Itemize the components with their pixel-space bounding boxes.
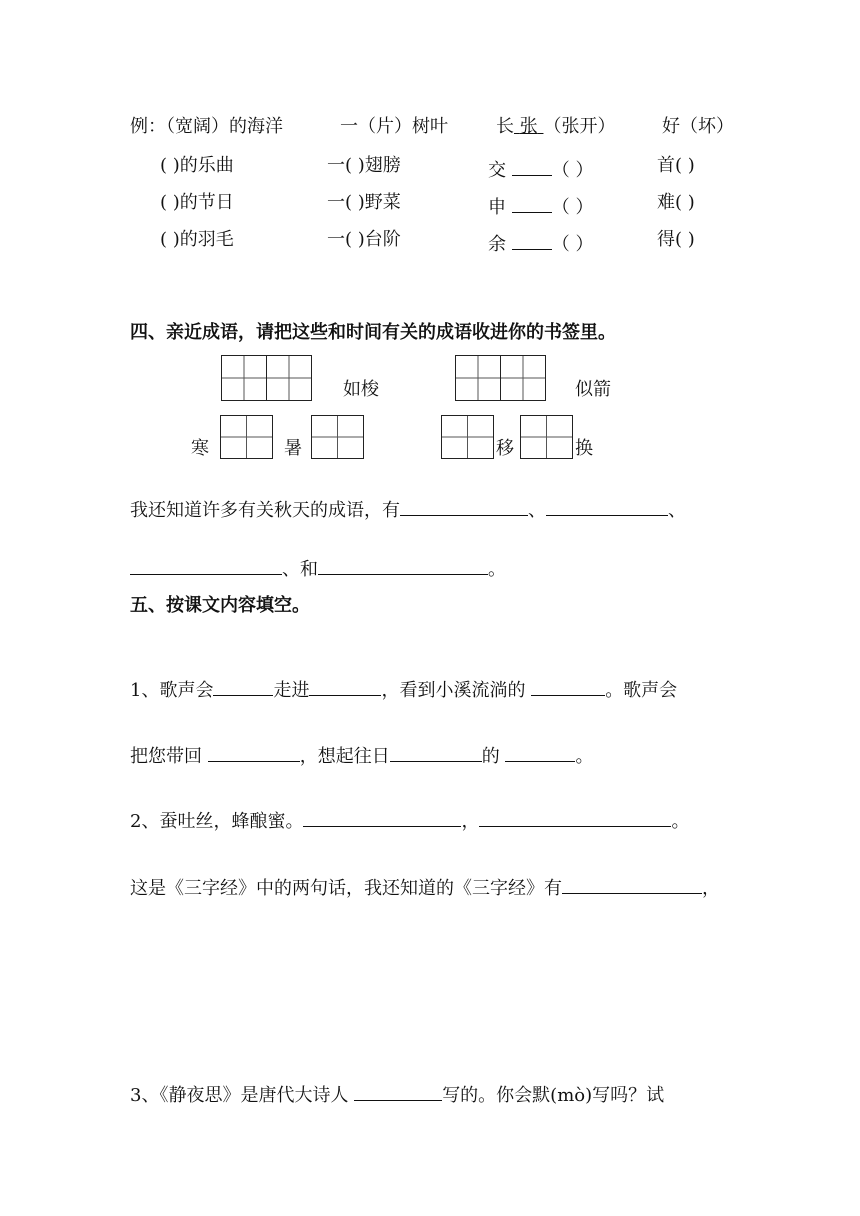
idiom3-char2: 暑 — [284, 438, 302, 459]
example-col3-meaning: （张开） — [543, 116, 616, 137]
q2-blank-2[interactable] — [479, 808, 671, 827]
autumn-blank-4[interactable] — [318, 556, 488, 575]
row1-col1[interactable]: ( )的乐曲 — [160, 155, 234, 176]
row3-col2[interactable]: 一( )台阶 — [327, 229, 401, 250]
idiom3-char1: 寒 — [191, 438, 209, 459]
row2-col1[interactable]: ( )的节日 — [160, 192, 234, 213]
q2-blank-1[interactable] — [303, 808, 461, 827]
autumn-blank-3[interactable] — [130, 556, 282, 575]
autumn-blank-1[interactable] — [400, 497, 528, 516]
autumn-idioms-line2: 、和 。 — [130, 556, 506, 579]
example-col1: 例：（宽阔）的海洋 — [130, 116, 283, 137]
section5-title: 五、按课文内容填空。 — [130, 595, 310, 616]
q1-blank-5[interactable] — [390, 743, 482, 762]
q2-line2: 这是《三字经》中的两句话，我还知道的《三字经》有 ， — [130, 875, 720, 898]
idiom2-box1[interactable] — [455, 355, 501, 401]
q1-line1: 1、歌声会 走进 ，看到小溪流淌的 。歌声会 — [130, 677, 677, 700]
example-col3-char: 长 — [496, 116, 514, 137]
idiom2-box2[interactable] — [500, 355, 546, 401]
example-col3 — [496, 118, 615, 136]
row3-col1[interactable]: ( )的羽毛 — [160, 229, 234, 250]
q1-blank-1[interactable] — [213, 677, 273, 696]
idiom4-box1[interactable] — [441, 415, 494, 459]
idiom3-box1[interactable] — [220, 415, 273, 459]
q2-blank-3[interactable] — [562, 875, 702, 894]
row1-col4[interactable]: 首( ) — [657, 155, 695, 176]
idiom2-suffix: 似箭 — [575, 379, 611, 400]
example-col4: 好（坏） — [662, 116, 734, 137]
row3-col3[interactable]: 余 （ ） — [488, 231, 593, 254]
row2-col4[interactable]: 难( ) — [657, 192, 695, 213]
q3-line1: 3、《静夜思》是唐代大诗人 写的。你会默(mò)写吗？试 — [130, 1082, 664, 1105]
q1-blank-4[interactable] — [208, 743, 300, 762]
row2-col3[interactable]: 申 （ ） — [488, 194, 593, 217]
q3-blank-1[interactable] — [354, 1082, 442, 1101]
idiom1-box2[interactable] — [266, 355, 312, 401]
example-col2: 一（片）树叶 — [340, 116, 448, 137]
row2-col2[interactable]: 一( )野菜 — [327, 192, 401, 213]
q2-line1: 2、蚕吐丝，蜂酿蜜。 ， 。 — [130, 808, 689, 831]
example-col3-answer: 张 — [519, 116, 538, 137]
autumn-blank-2[interactable] — [546, 497, 668, 516]
idiom1-suffix: 如梭 — [343, 379, 379, 400]
q1-blank-2[interactable] — [309, 677, 381, 696]
idiom4-char1: 移 — [496, 438, 514, 459]
q1-blank-6[interactable] — [505, 743, 575, 762]
row3-col4[interactable]: 得( ) — [657, 229, 695, 250]
q1-line2: 把您带回 ，想起往日 的 。 — [130, 743, 593, 766]
idiom4-box2[interactable] — [520, 415, 573, 459]
idiom1-box1[interactable] — [221, 355, 267, 401]
row1-col3[interactable]: 交 （ ） — [488, 157, 593, 180]
idiom4-char2: 换 — [575, 438, 593, 459]
section4-title: 四、亲近成语，请把这些和时间有关的成语收进你的书签里。 — [130, 322, 616, 343]
autumn-idioms-line1: 我还知道许多有关秋天的成语，有 、 、 — [130, 497, 686, 520]
row1-col2[interactable]: 一( )翅膀 — [327, 155, 401, 176]
idiom3-box2[interactable] — [311, 415, 364, 459]
q1-blank-3[interactable] — [531, 677, 605, 696]
